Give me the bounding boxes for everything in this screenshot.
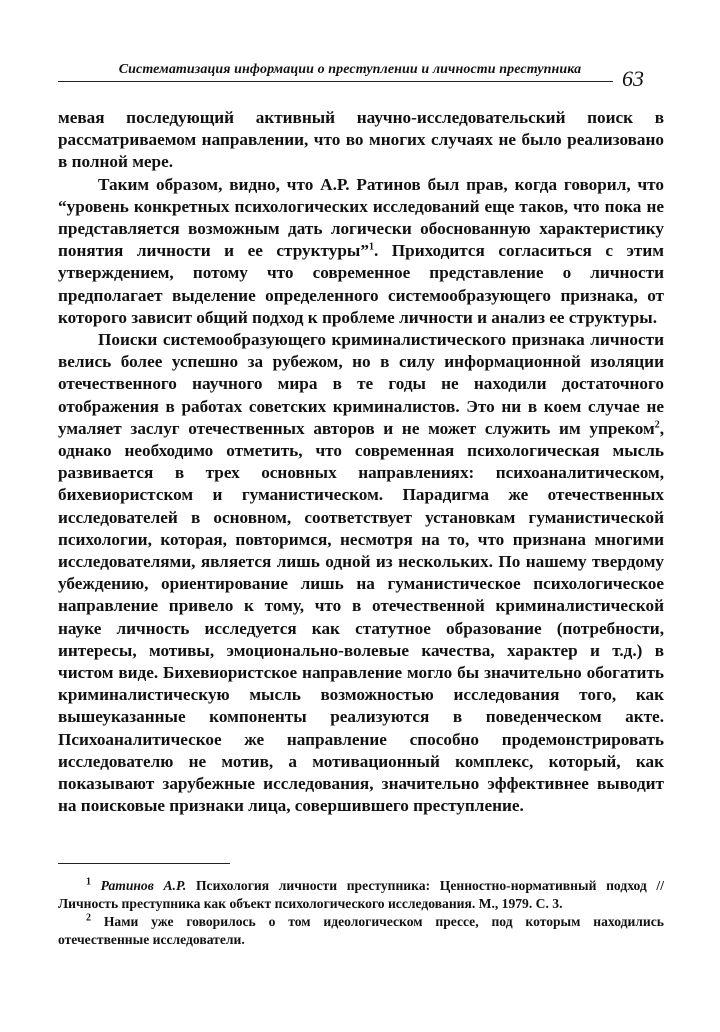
- paragraph-3: [58, 329, 664, 817]
- paragraph-2-text-b: . Приходится согласиться с этим утверждением, потому что современное представление о личности предполагает выделение определенного системообразующего признака, от которого зависит общий подход к проблеме личности и анализ ее структуры.: [58, 241, 664, 327]
- footnote-1-mark: 1: [86, 876, 91, 888]
- paragraph-1: [58, 107, 664, 174]
- paragraph-3-text-b: , однако необходимо отметить, что современная психологическая мысль развивается в трех основных направлениях: психоаналитическом, бихевиористском и гуманистическом. Парадигма же отечественных исследователей в основном, соответствует установкам гуманистической психологии, которая, повторимся, несмотря на то, что признана многими исследователями, является лишь одной из нескольких. По нашему твердому убеждению, ориентирование лишь на гуманистическое психологическое направление привело к тому, что в отечественной криминалистической науке личность исследуется как статутное образование (потребности, интересы, мотивы, эмоционально-волевые качества, характер и т.д.) в чистом виде. Бихевиористское направление могло бы значительно обогатить криминалистическую мысль возможностью исследования того, как вышеуказанные компоненты реализуются в поведенческом акте. Психоаналитическое же направление способно продемонстрировать исследователю не мотив, а мотивационный комплекс, который, как показывают зарубежные исследования, значительно эффективнее выводит на поисковые признаки лица, совершившего преступление.: [58, 418, 664, 816]
- footnote-ref-1: 1: [368, 241, 374, 253]
- page-number: 63: [622, 66, 644, 91]
- footnote-rule: [58, 863, 230, 864]
- footnote-1-text: Психология личности преступника: Ценностно-нормативный подход // Личность преступника как объект психологического исследования. М., 1979. С. 3.: [58, 878, 664, 911]
- footnote-1-author: Ратинов А.Р.: [100, 878, 187, 893]
- footnote-2: [58, 913, 664, 949]
- running-header: Систематизация информации о преступлении и личности преступника: [118, 62, 582, 77]
- paragraph-2-text-a: Таким образом, видно, что А.Р. Ратинов был прав, когда говорил, что “уровень конкретных психологических исследований еще таков, что пока не представляется возможным дать логически обоснованную характеристику понятия личности и ее структуры”: [58, 174, 664, 261]
- paragraph-3-text-a: Поиски системообразующего криминалистического признака личности велись более успешно за рубежом, но в силу информационной изоляции отечественного научного мира в те годы не находили достаточного отображения в работах советских криминалистов. Это ни в коем случае не умаляет заслуг отечественных авторов и не может служить им упреком: [58, 330, 664, 438]
- footnote-ref-2: 2: [654, 419, 660, 431]
- paragraph-1-text: мевая последующий активный научно-исследовательский поиск в рассматриваемом направлении, что во многих случаях не было реализовано в полной мере.: [58, 108, 664, 172]
- footnote-2-text: Нами уже говорилось о том идеологическом прессе, под которым находились отечественные исследователи.: [58, 914, 664, 947]
- footnote-2-mark: 2: [86, 912, 91, 924]
- footnotes: [58, 877, 664, 949]
- header-rule: [58, 81, 613, 82]
- footnote-1: [58, 877, 664, 913]
- paragraph-2: [58, 174, 664, 329]
- body-text: [58, 107, 664, 818]
